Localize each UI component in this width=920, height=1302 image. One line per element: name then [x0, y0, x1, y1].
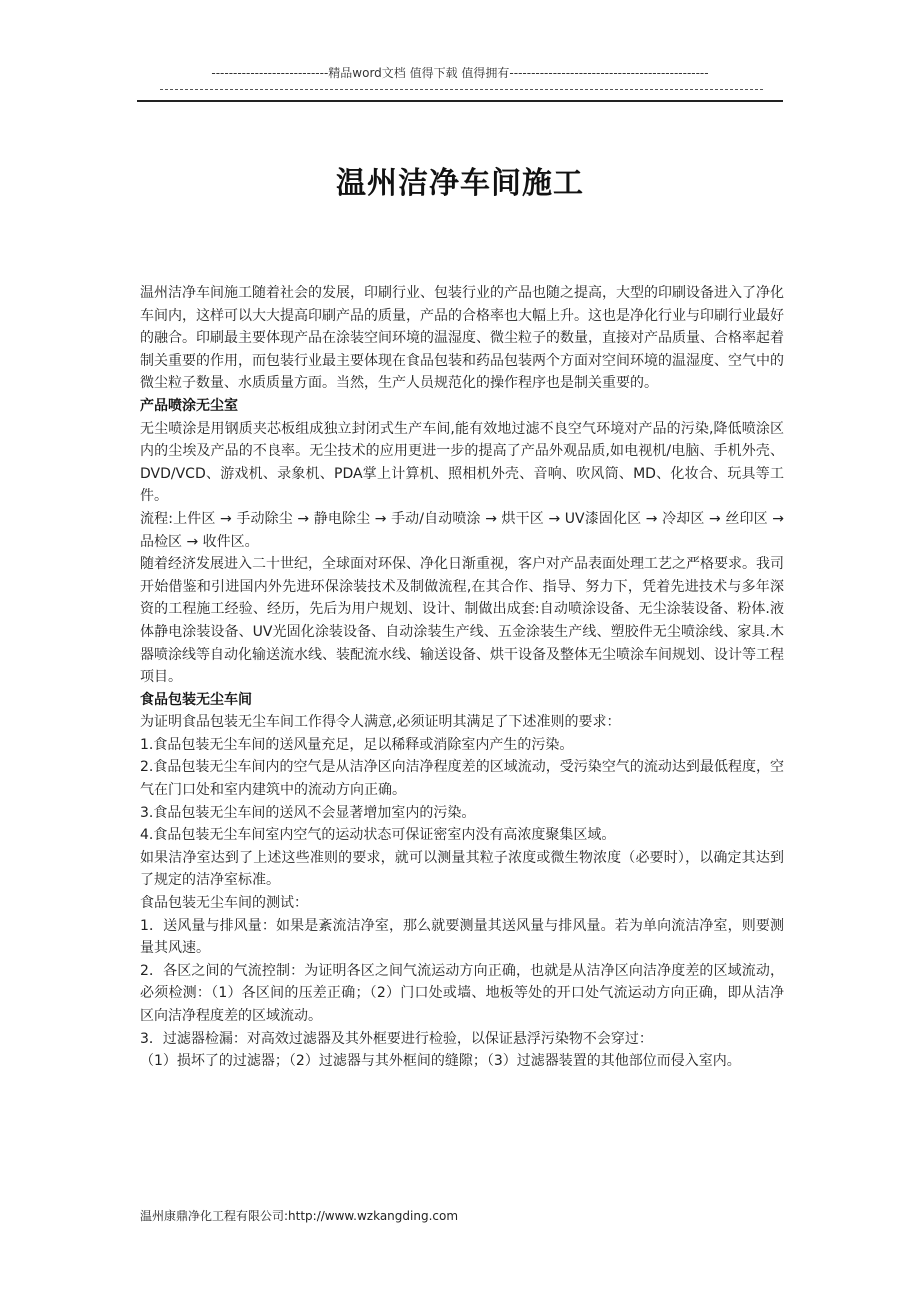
page-footer: 温州康鼎净化工程有限公司:http://www.wzkangding.com [140, 1209, 459, 1223]
criteria-item-4: 4.食品包装无尘车间室内空气的运动状态可保证密室内没有高浓度聚集区域。 [140, 827, 616, 844]
standard-paragraph: 如果洁净室达到了上述这些准则的要求，就可以测量其粒子浓度或微生物浓度（必要时），以确定其达到了规定的洁净室标准。 [140, 849, 784, 889]
criteria-intro-paragraph: 为证明食品包装无尘车间工作得令人满意,必须证明其满足了下述准则的要求： [140, 714, 621, 731]
test-item-3-detail: （1）损坏了的过滤器；（2）过滤器与其外框间的缝隙；（3）过滤器装置的其他部位而侵入室内。 [140, 1053, 741, 1070]
test-item-2: 2．各区之间的气流控制：为证明各区之间气流运动方向正确，也就是从洁净区向洁净度差的区域流动，必须检测：（1）各区间的压差正确；（2）门口处或墙、地板等处的开口处气流运动方向正确，即从洁净区向洁净程度差的区域流动。 [140, 962, 784, 1024]
section-heading-food-packaging: 食品包装无尘车间 [140, 691, 252, 708]
testing-intro-paragraph: 食品包装无尘车间的测试： [140, 895, 308, 912]
spray-room-paragraph: 无尘喷涂是用钢质夹芯板组成独立封闭式生产车间,能有效地过滤不良空气环境对产品的污染,降低喷涂区内的尘埃及产品的不良率。无尘技术的应用更进一步的提高了产品外观品质,如电视机/电脑、手机外壳、DVD/VCD、游戏机、录象机、PDA掌上计算机、照相机外壳、音响、吹风筒、MD、化妆合、玩具等工件。 [140, 420, 784, 505]
page-header-banner: ---------------------------精品word文档 值得下载 值得拥有---------------------------------------------- [211, 66, 709, 80]
header-dashed-line [160, 89, 763, 96]
process-flow-paragraph: 流程:上件区 → 手动除尘 → 静电除尘 → 手动/自动喷涂 → 烘干区 → UV漆固化区 → 冷却区 → 丝印区 → 品检区 → 收件区。 [140, 510, 784, 550]
criteria-item-3: 3.食品包装无尘车间的送风不会显著增加室内的污染。 [140, 804, 476, 821]
test-item-1: 1．送风量与排风量：如果是紊流洁净室，那么就要测量其送风量与排风量。若为单向流洁净室，则要测量其风速。 [140, 917, 784, 957]
intro-paragraph: 温州洁净车间施工随着社会的发展，印刷行业、包装行业的产品也随之提高，大型的印刷设备进入了净化车间内，这样可以大大提高印刷产品的质量，产品的合格率也大幅上升。这也是净化行业与印刷行业最好的融合。印刷最主要体现产品在涂装空间环境的温湿度、微尘粒子的数量，直接对产品质量、合格率起着制关重要的作用，而包装行业最主要体现在食品包装和药品包装两个方面对空间环境的温湿度、空气中的微尘粒子数量、水质质量方面。当然，生产人员规范化的操作程序也是制关重要的。 [140, 285, 784, 392]
criteria-item-1: 1.食品包装无尘车间的送风量充足，足以稀释或消除室内产生的污染。 [140, 736, 574, 753]
criteria-item-2: 2.食品包装无尘车间内的空气是从洁净区向洁净程度差的区域流动，受污染空气的流动达到最低程度，空气在门口处和室内建筑中的流动方向正确。 [140, 759, 784, 799]
test-item-3: 3．过滤器检漏：对高效过滤器及其外框要进行检验，以保证悬浮污染物不会穿过： [140, 1030, 653, 1047]
document-title: 温州洁净车间施工 [336, 166, 584, 201]
company-capability-paragraph: 随着经济发展进入二十世纪，全球面对环保、净化日渐重视，客户对产品表面处理工艺之严格要求。我司开始借鉴和引进国内外先进环保涂装技术及制做流程,在其合作、指导、努力下，凭着先进技术与多年深资的工程施工经验、经历，先后为用户规划、设计、制做出成套:自动喷涂设备、无尘涂装设备、粉体.液体静电涂装设备、UV光固化涂装设备、自动涂装生产线、五金涂装生产线、塑胶件无尘喷涂线、家具.木器喷涂线等自动化输送流水线、装配流水线、输送设备、烘干设备及整体无尘喷涂车间规划、设计等工程项目。 [140, 556, 784, 686]
document-body [140, 282, 784, 1073]
header-divider [137, 100, 783, 102]
section-heading-spray-room: 产品喷涂无尘室 [140, 397, 238, 414]
